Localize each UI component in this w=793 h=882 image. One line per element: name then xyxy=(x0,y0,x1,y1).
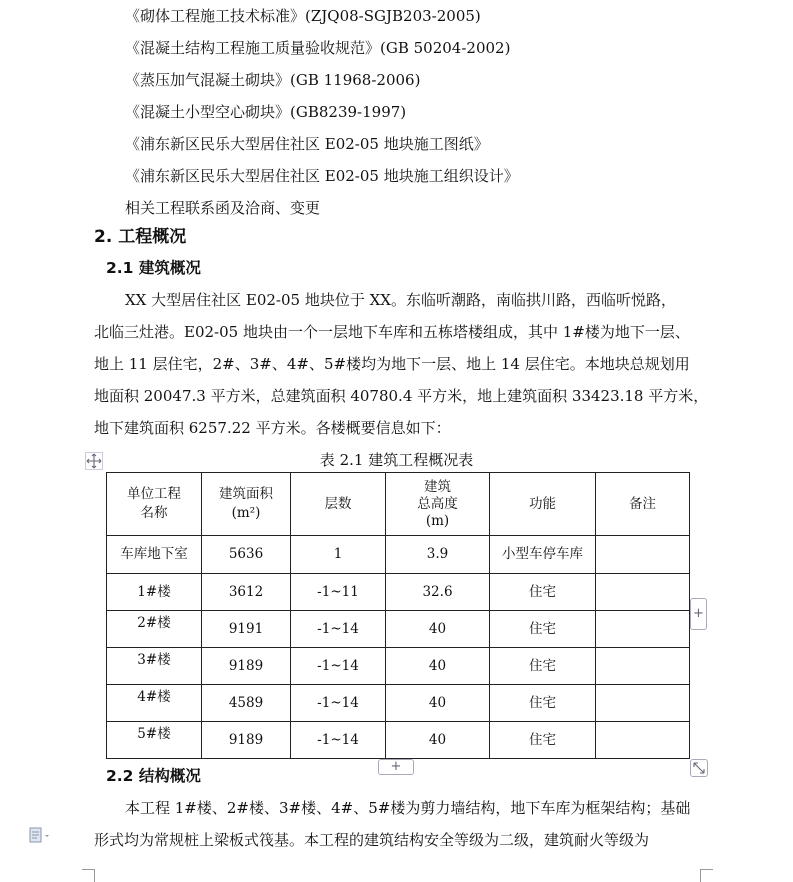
table-cell xyxy=(596,611,690,648)
table-cell: -1~14 xyxy=(291,648,386,685)
table-cell: 住宅 xyxy=(490,648,596,685)
header-cell: 建筑 总高度 (m) xyxy=(386,473,490,536)
reference-7: 相关工程联系函及洽商、变更 xyxy=(125,199,321,217)
paragraph-line: 本工程 1#楼、2#楼、3#楼、4#、5#楼为剪力墙结构，地下车库为框架结构；基础 xyxy=(125,799,691,817)
table-cell xyxy=(596,722,690,759)
page-corner-mark xyxy=(82,869,95,882)
reference-5: 《浦东新区民乐大型居住社区 E02-05 地块施工图纸》 xyxy=(125,135,489,153)
table-cell: 2#楼 xyxy=(107,611,202,648)
table-cell xyxy=(596,648,690,685)
resize-icon xyxy=(691,760,707,776)
table-cell: 5#楼 xyxy=(107,722,202,759)
table-cell: 9189 xyxy=(202,648,291,685)
paragraph-line: 地上 11 层住宅，2#、3#、4#、5#楼均为地下一层、地上 14 层住宅。本地块总规划用 xyxy=(94,355,690,373)
table-cell: 40 xyxy=(386,722,490,759)
table-cell: 4589 xyxy=(202,685,291,722)
paragraph-line: 北临三灶港。E02-05 地块由一个一层地下车库和五栋塔楼组成，其中 1#楼为地下一层、 xyxy=(94,323,690,341)
table-cell: 3.9 xyxy=(386,536,490,574)
table-cell: 40 xyxy=(386,648,490,685)
reference-2: 《混凝土结构工程施工质量验收规范》(GB 50204-2002) xyxy=(125,39,511,57)
table-cell: 4#楼 xyxy=(107,685,202,722)
table-cell: -1~11 xyxy=(291,574,386,611)
table-cell: 住宅 xyxy=(490,685,596,722)
table-cell xyxy=(596,685,690,722)
page-corner-mark xyxy=(700,869,713,882)
table-cell: -1~14 xyxy=(291,722,386,759)
table-cell xyxy=(596,574,690,611)
table-cell: 40 xyxy=(386,611,490,648)
header-cell: 层数 xyxy=(291,473,386,536)
header-cell: 单位工程 名称 xyxy=(107,473,202,536)
paste-options-icon xyxy=(28,826,54,844)
header-cell: 备注 xyxy=(596,473,690,536)
building-overview-table xyxy=(106,472,690,759)
table-cell: 住宅 xyxy=(490,574,596,611)
table-cell: 1#楼 xyxy=(107,574,202,611)
table-cell: 9191 xyxy=(202,611,291,648)
section-heading: 2. 工程概况 xyxy=(94,227,187,247)
table-cell: 3612 xyxy=(202,574,291,611)
paste-options-button[interactable] xyxy=(28,826,54,844)
table-cell: 1 xyxy=(291,536,386,574)
table-cell: 5636 xyxy=(202,536,291,574)
table-row xyxy=(107,685,690,722)
table-cell: 40 xyxy=(386,685,490,722)
table-cell: 住宅 xyxy=(490,611,596,648)
table-cell: 9189 xyxy=(202,722,291,759)
reference-3: 《蒸压加气混凝土砌块》(GB 11968-2006) xyxy=(125,71,421,89)
table-cell: 3#楼 xyxy=(107,648,202,685)
reference-1: 《砌体工程施工技术标准》(ZJQ08-SGJB203-2005) xyxy=(125,7,481,25)
table-cell: -1~14 xyxy=(291,611,386,648)
table-cell: 32.6 xyxy=(386,574,490,611)
table-header-row xyxy=(107,473,690,536)
subsection-heading-building: 2.1 建筑概况 xyxy=(106,259,201,277)
header-cell: 功能 xyxy=(490,473,596,536)
table-cell: -1~14 xyxy=(291,685,386,722)
reference-6: 《浦东新区民乐大型居住社区 E02-05 地块施工组织设计》 xyxy=(125,167,519,185)
paragraph-line: 地下建筑面积 6257.22 平方米。各楼概要信息如下： xyxy=(94,419,451,437)
header-cell: 建筑面积 (m²) xyxy=(202,473,291,536)
reference-4: 《混凝土小型空心砌块》(GB8239-1997) xyxy=(125,103,407,121)
table-caption: 表 2.1 建筑工程概况表 xyxy=(319,451,474,469)
paragraph-line: 形式均为常规桩上梁板式筏基。本工程的建筑结构安全等级为二级，建筑耐火等级为 xyxy=(94,831,650,849)
table-row xyxy=(107,648,690,685)
table-cell: 住宅 xyxy=(490,722,596,759)
paragraph-line: 地面积 20047.3 平方米，总建筑面积 40780.4 平方米，地上建筑面积 33423.18 平方米， xyxy=(94,387,709,405)
table-cell: 车库地下室 xyxy=(107,536,202,574)
table-cell xyxy=(596,536,690,574)
subsection-heading-structure: 2.2 结构概况 xyxy=(106,767,201,785)
table-resize-handle[interactable] xyxy=(690,759,708,777)
table-row xyxy=(107,536,690,574)
table-cell: 小型车停车库 xyxy=(490,536,596,574)
add-row-button[interactable]: + xyxy=(378,759,414,775)
add-column-button[interactable]: + xyxy=(690,598,707,630)
table-row xyxy=(107,611,690,648)
table-row xyxy=(107,574,690,611)
paragraph-line: XX 大型居住社区 E02-05 地块位于 XX。东临听潮路，南临拱川路，西临听悦路， xyxy=(125,291,676,309)
table-row xyxy=(107,722,690,759)
